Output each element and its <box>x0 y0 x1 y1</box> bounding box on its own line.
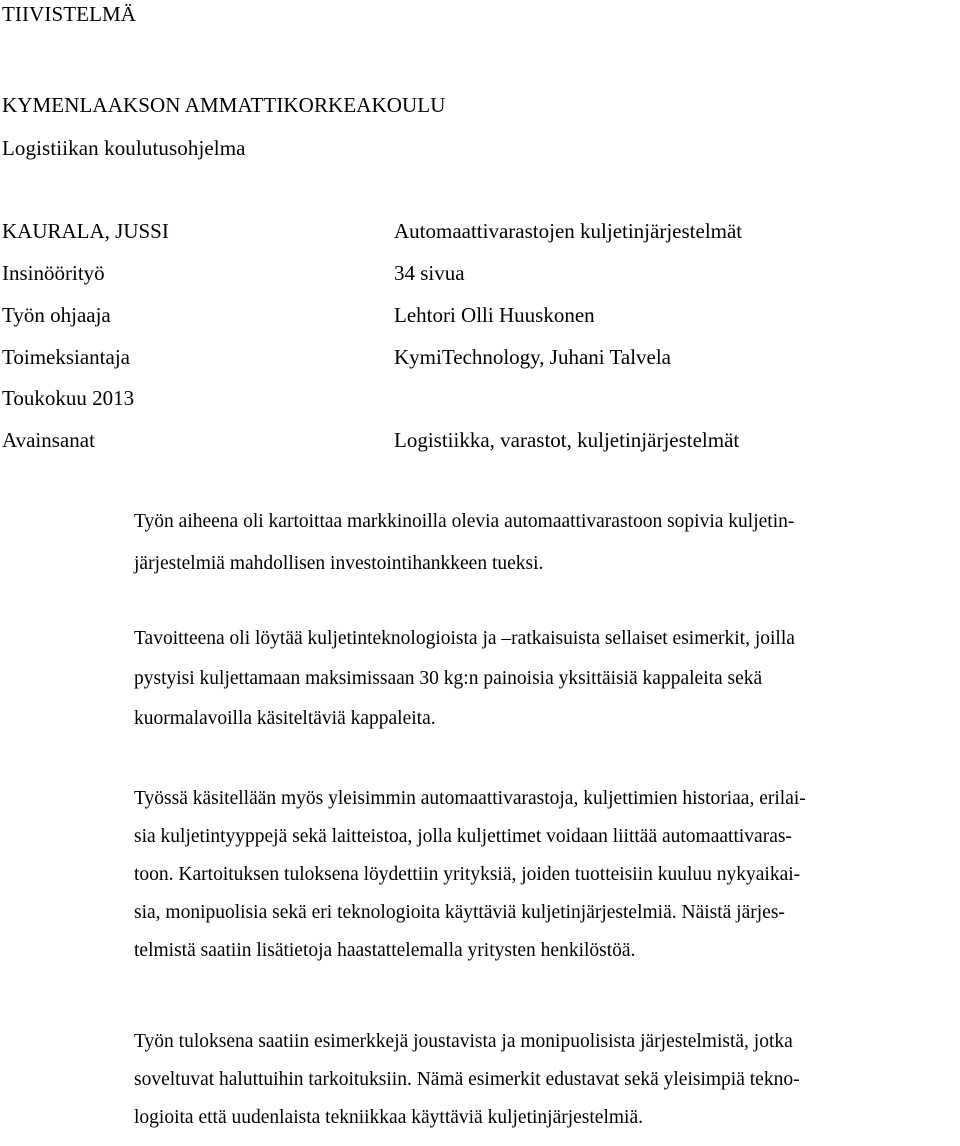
paragraph-line: soveltuvat haluttuihin tarkoituksiin. Nämä esimerkit edustavat sekä yleisimpiä tekno- <box>134 1069 800 1090</box>
keywords-label: Avainsanat <box>2 428 95 452</box>
author-name: KAURALA, JUSSI <box>2 219 169 243</box>
paragraph-line: järjestelmiä mahdollisen investointihankkeen tueksi. <box>134 553 544 574</box>
abstract-paragraph <box>134 629 795 749</box>
page-count: 34 sivua <box>394 261 465 285</box>
abstract-paragraph <box>134 1032 800 1146</box>
paragraph-line: toon. Kartoituksen tuloksena löydettiin yrityksiä, joiden tuotteisiin kuuluu nykyaikai- <box>134 864 801 885</box>
keywords-value: Logistiikka, varastot, kuljetinjärjestelmät <box>394 428 740 452</box>
supervisor-name: Lehtori Olli Huuskonen <box>394 303 595 327</box>
institution-name: KYMENLAAKSON AMMATTIKORKEAKOULU <box>2 93 446 117</box>
paragraph-line: sia, monipuolisia sekä eri teknologioita käyttäviä kuljetinjärjestelmiä. Näistä järjes- <box>134 902 785 923</box>
paragraph-line: Työn tuloksena saatiin esimerkkejä joustavista ja monipuolisista järjestelmistä, jotka <box>134 1031 793 1052</box>
publication-date: Toukokuu 2013 <box>2 386 135 410</box>
paragraph-line: Työn aiheena oli kartoittaa markkinoilla olevia automaattivarastoon sopivia kuljetin- <box>134 511 795 532</box>
abstract-paragraph <box>134 789 806 979</box>
paragraph-line: logioita että uudenlaista tekniikkaa käyttäviä kuljetinjärjestelmiä. <box>134 1107 643 1128</box>
abstract-paragraph <box>134 512 794 596</box>
paragraph-line: Tavoitteena oli löytää kuljetinteknologioista ja –ratkaisuista sellaiset esimerkit, joilla <box>134 628 795 649</box>
commissioner-name: KymiTechnology, Juhani Talvela <box>394 345 671 369</box>
paragraph-line: kuormalavoilla käsiteltäviä kappaleita. <box>134 708 436 729</box>
paragraph-line: pystyisi kuljettamaan maksimissaan 30 kg:n painoisia yksittäisiä kappaleita sekä <box>134 668 763 689</box>
page-title: TIIVISTELMÄ <box>2 2 137 26</box>
supervisor-label: Työn ohjaaja <box>2 303 111 327</box>
commissioner-label: Toimeksiantaja <box>2 345 130 369</box>
degree-program: Logistiikan koulutusohjelma <box>2 136 246 160</box>
degree-label: Insinöörityö <box>2 261 105 285</box>
paragraph-line: telmistä saatiin lisätietoja haastattelemalla yritysten henkilöstöä. <box>134 940 636 961</box>
paragraph-line: sia kuljetintyyppejä sekä laitteistoa, jolla kuljettimet voidaan liittää automaattivaras- <box>134 826 792 847</box>
thesis-title: Automaattivarastojen kuljetinjärjestelmät <box>394 219 743 243</box>
paragraph-line: Työssä käsitellään myös yleisimmin automaattivarastoja, kuljettimien historiaa, erilai- <box>134 788 806 809</box>
